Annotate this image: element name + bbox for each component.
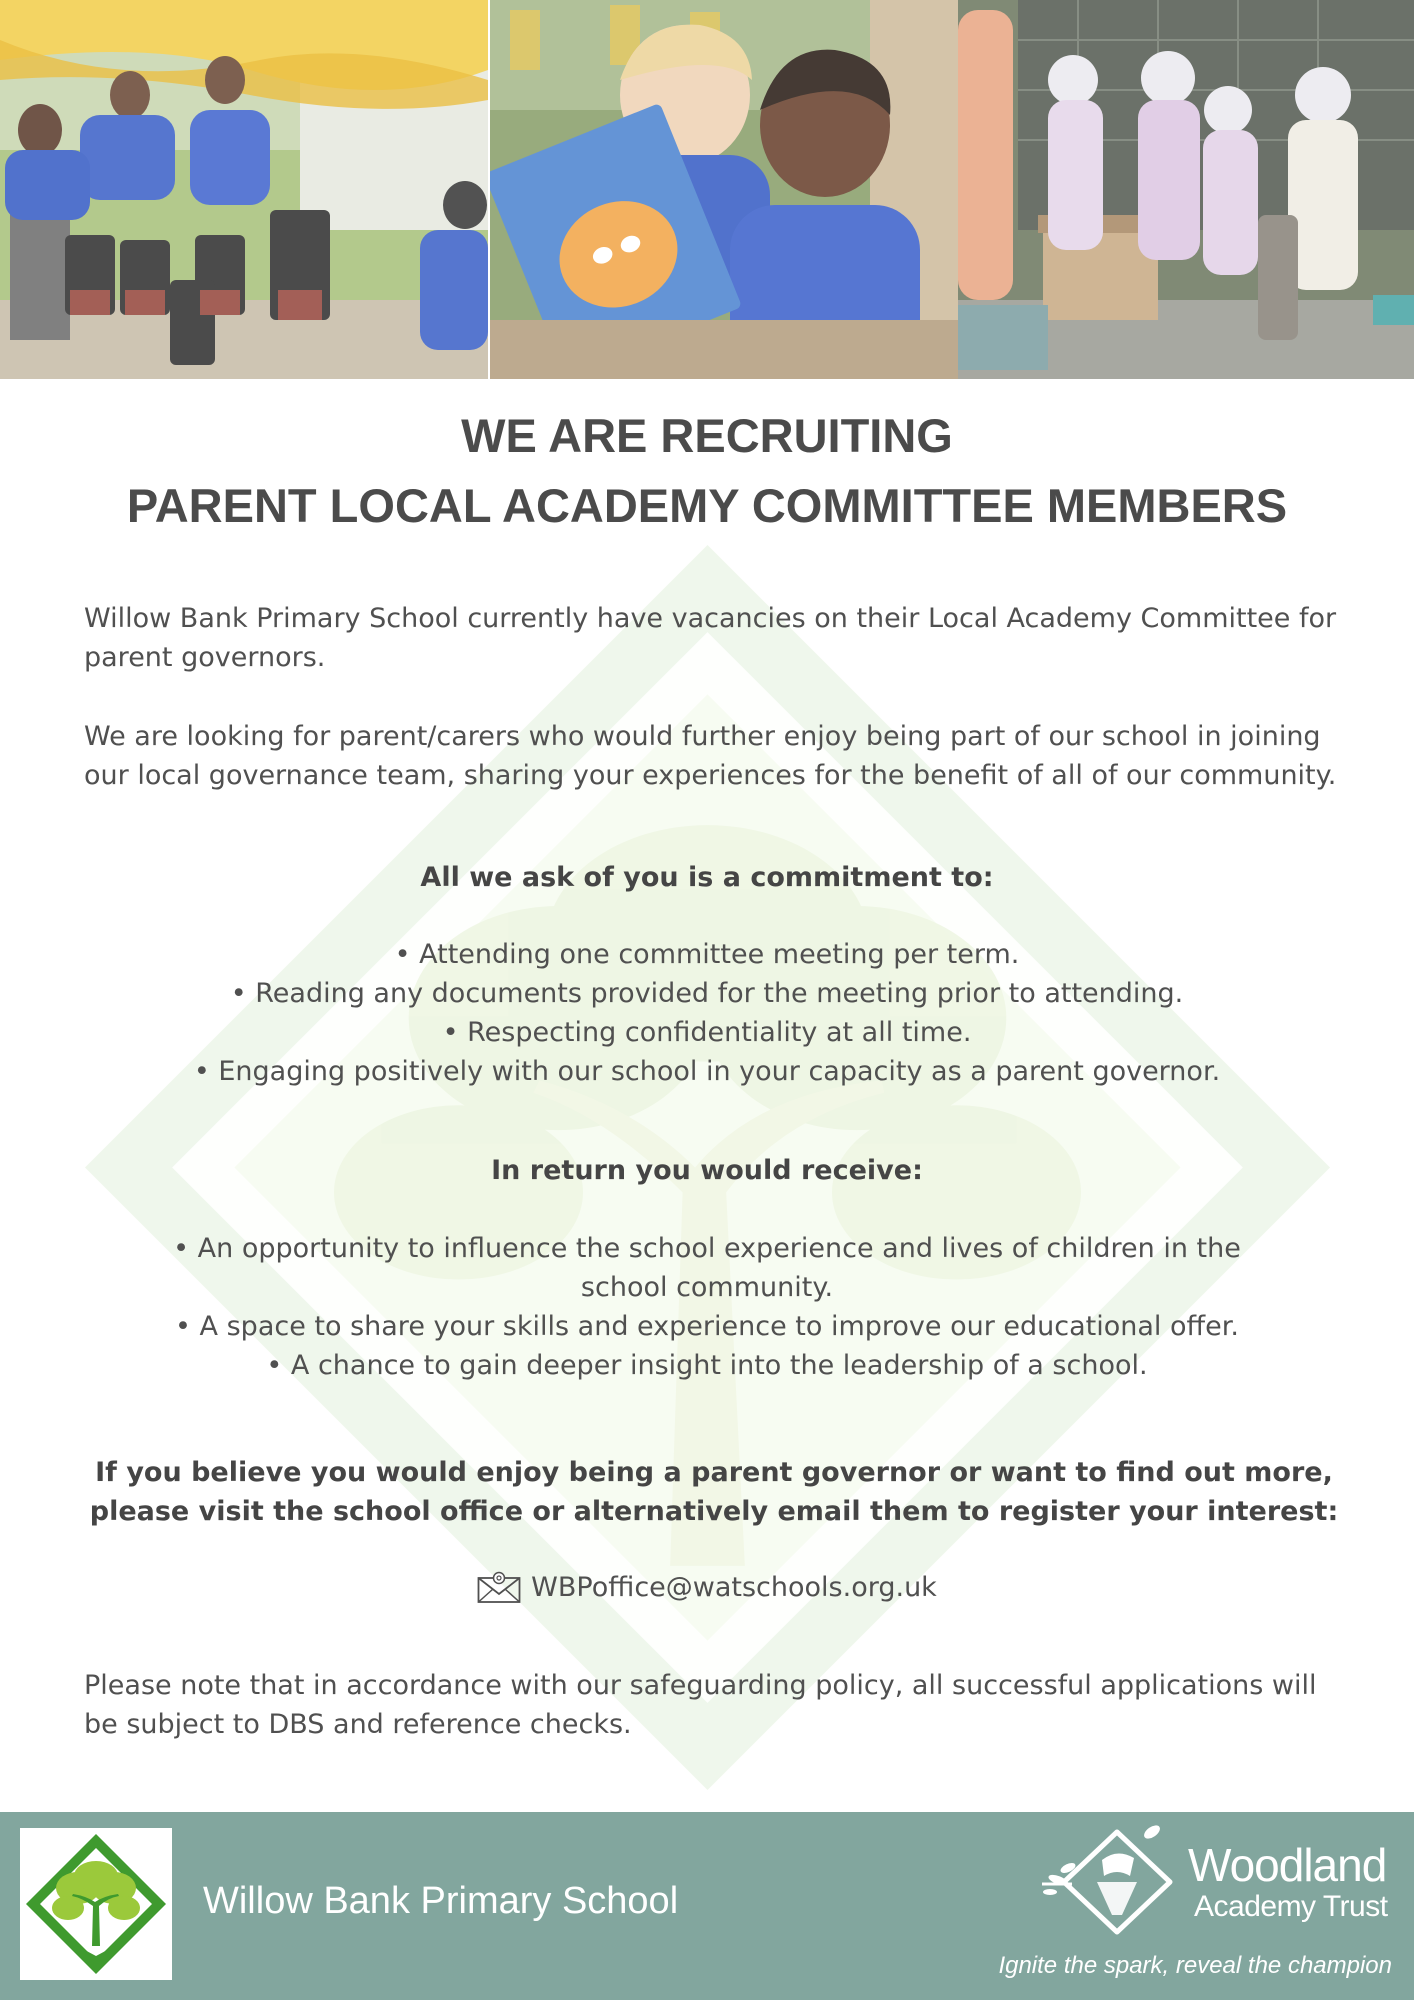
headline-committee-members: PARENT LOCAL ACADEMY COMMITTEE MEMBERS (126, 479, 1288, 532)
safeguarding-note: Please note that in accordance with our safeguarding policy, all successful applications will be subject to DBS and reference checks. (84, 1670, 1317, 1740)
footer-school-name: Willow Bank Primary School (203, 1880, 679, 1922)
footer (0, 1812, 1414, 2000)
photo-banner (0, 0, 1414, 379)
headline-recruiting: WE ARE RECRUITING (461, 409, 953, 462)
benefits-list (100, 1229, 1314, 1385)
benefit-item: • An opportunity to influence the school experience and lives of children in the school community. (173, 1233, 1241, 1303)
benefit-item: • A chance to gain deeper insight into the leadership of a school. (266, 1350, 1148, 1381)
woodland-trust-emblem (1042, 1820, 1192, 1940)
commitment-item: • Attending one committee meeting per term. (394, 939, 1020, 970)
intro-paragraph-looking-for: We are looking for parent/carers who would further enjoy being part of our school in joining our local governance team, sharing your experiences for the benefit of all of our community. (84, 721, 1337, 791)
benefit-item: • A space to share your skills and experience to improve our educational offer. (175, 1311, 1239, 1342)
contact-email-row (0, 1570, 1414, 1604)
children-beekeeping-photo (958, 0, 1414, 379)
commitment-list (100, 935, 1314, 1091)
children-drumming-photo (0, 0, 488, 379)
email-icon (477, 1570, 521, 1604)
contact-email-link[interactable]: WBPoffice@watschools.org.uk (531, 1571, 937, 1603)
school-logo (20, 1828, 172, 1980)
commitment-heading: All we ask of you is a commitment to: (420, 862, 994, 893)
benefits-heading: In return you would receive: (491, 1155, 923, 1186)
call-to-action: If you believe you would enjoy being a parent governor or want to find out more, please visit the school office or alternatively email them to register your interest: (89, 1457, 1339, 1527)
commitment-item: • Engaging positively with our school in your capacity as a parent governor. (193, 1056, 1221, 1087)
intro-paragraph-vacancies: Willow Bank Primary School currently have vacancies on their Local Academy Committee for parent governors. (84, 603, 1337, 673)
trust-tagline: Ignite the spark, reveal the champion (998, 1952, 1392, 1979)
children-reading-photo (490, 0, 958, 379)
commitment-item: • Reading any documents provided for the meeting prior to attending. (230, 978, 1184, 1009)
commitment-item: • Respecting confidentiality at all time. (442, 1017, 972, 1048)
trust-subtitle: Academy Trust (1194, 1890, 1388, 1923)
trust-name: Woodland (1188, 1839, 1387, 1891)
